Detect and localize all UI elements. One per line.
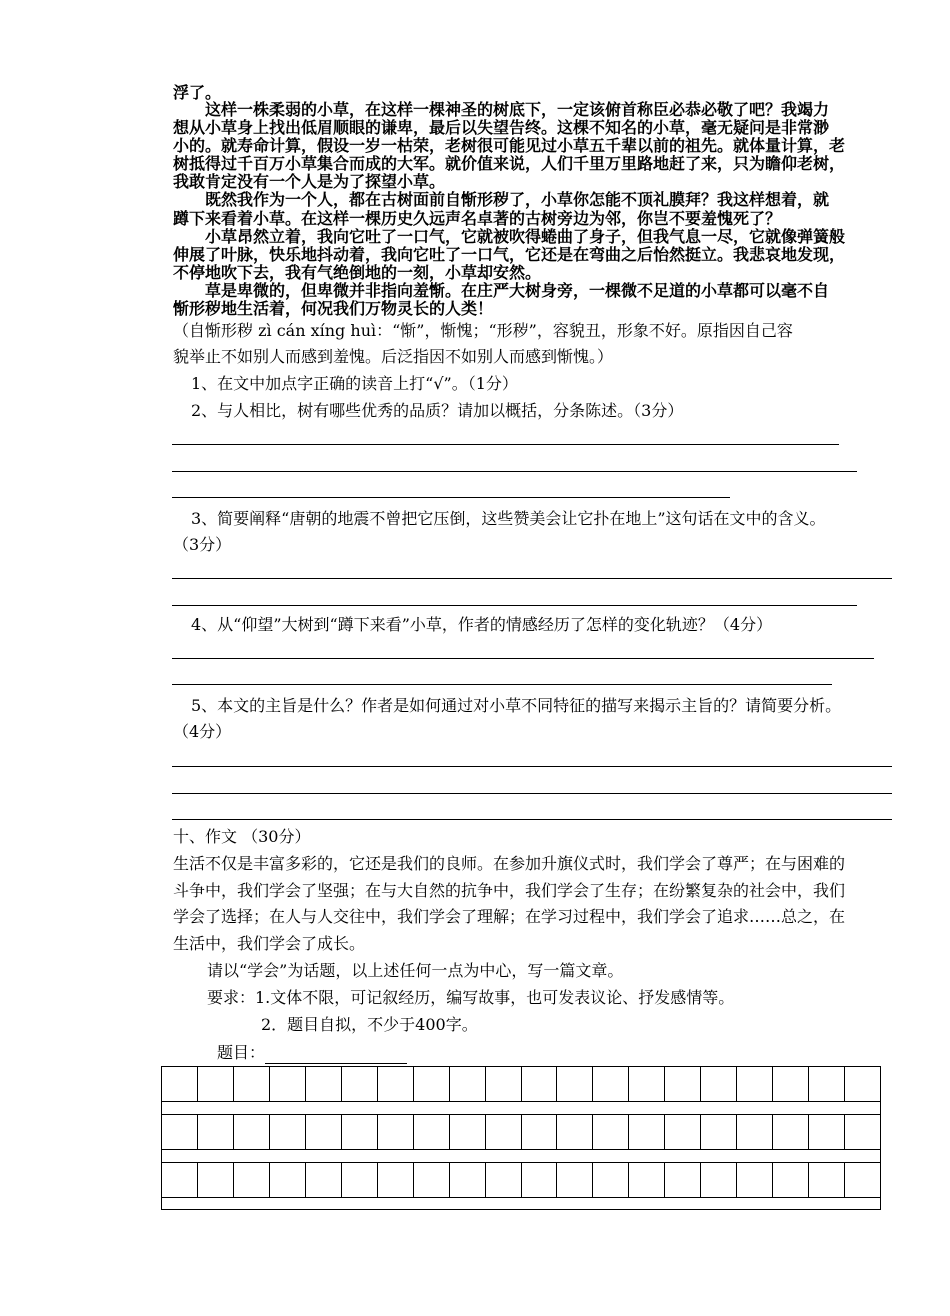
grid-cell[interactable] bbox=[378, 1067, 414, 1101]
grid-cell[interactable] bbox=[809, 1163, 845, 1197]
grid-cell[interactable] bbox=[234, 1067, 270, 1101]
grid-cell[interactable] bbox=[486, 1067, 522, 1101]
grid-cell[interactable] bbox=[450, 1067, 486, 1101]
composition-heading: 十、作文 （30分） bbox=[173, 827, 311, 846]
question-3: 3、简要阐释“唐朝的地震不曾把它压倒，这些赞美会让它扑在地上”这句话在文中的含义。 bbox=[191, 509, 826, 528]
grid-row[interactable] bbox=[161, 1162, 881, 1198]
grid-cell[interactable] bbox=[414, 1163, 450, 1197]
grid-cell[interactable] bbox=[773, 1115, 809, 1149]
question-2: 2、与人相比，树有哪些优秀的品质？请加以概括，分条陈述。（3分） bbox=[191, 401, 684, 420]
grid-gap bbox=[161, 1198, 881, 1210]
grid-cell[interactable] bbox=[773, 1163, 809, 1197]
grid-cell[interactable] bbox=[450, 1163, 486, 1197]
grid-cell[interactable] bbox=[593, 1163, 629, 1197]
grid-cell[interactable] bbox=[522, 1115, 558, 1149]
passage-line: 想从小草身上找出低眉顺眼的谦卑，最后以失望告终。这棵不知名的小草，毫无疑问是非常渺 bbox=[173, 118, 830, 137]
answer-line[interactable] bbox=[172, 497, 730, 498]
grid-cell[interactable] bbox=[306, 1115, 342, 1149]
question-1: 1、在文中加点字正确的读音上打“√”。（1分） bbox=[191, 374, 518, 393]
question-5-score: （4分） bbox=[173, 722, 232, 741]
grid-cell[interactable] bbox=[593, 1067, 629, 1101]
grid-cell[interactable] bbox=[198, 1163, 234, 1197]
passage-line: 草是卑微的，但卑微并非指向羞惭。在庄严大树身旁，一棵微不足道的小草都可以毫不自 bbox=[173, 281, 830, 300]
question-3-score: （3分） bbox=[173, 535, 232, 554]
answer-line[interactable] bbox=[172, 658, 874, 659]
grid-cell[interactable] bbox=[845, 1163, 880, 1197]
grid-row[interactable] bbox=[161, 1114, 881, 1150]
grid-cell[interactable] bbox=[486, 1115, 522, 1149]
grid-cell[interactable] bbox=[701, 1115, 737, 1149]
passage-line: 蹲下来看着小草。在这样一棵历史久远声名卓著的古树旁边为邻，你岂不要羞愧死了？ bbox=[173, 209, 782, 228]
grid-cell[interactable] bbox=[414, 1067, 450, 1101]
grid-cell[interactable] bbox=[737, 1115, 773, 1149]
grid-cell[interactable] bbox=[522, 1163, 558, 1197]
grid-gap bbox=[161, 1150, 881, 1162]
passage-line: 树抵得过千百万小草集合而成的大军。就价值来说，人们千里万里路地赶了来，只为瞻仰老树， bbox=[173, 154, 846, 173]
grid-cell[interactable] bbox=[378, 1115, 414, 1149]
prompt-line: 生活中，我们学会了成长。 bbox=[173, 934, 366, 953]
grid-cell[interactable] bbox=[629, 1067, 665, 1101]
question-4: 4、从“仰望”大树到“蹲下来看”小草，作者的情感经历了怎样的变化轨迹？（4分） bbox=[191, 615, 773, 634]
passage-line: 我敢肯定没有一个人是为了探望小草。 bbox=[173, 172, 446, 191]
passage-line: 不停地吹下去，我有气绝倒地的一刻，小草却安然。 bbox=[173, 263, 542, 282]
grid-cell[interactable] bbox=[629, 1115, 665, 1149]
grid-cell[interactable] bbox=[665, 1115, 701, 1149]
grid-cell[interactable] bbox=[845, 1067, 880, 1101]
grid-cell[interactable] bbox=[557, 1067, 593, 1101]
grid-cell[interactable] bbox=[198, 1115, 234, 1149]
annotation-note: 貌举止不如别人而感到羞愧。后泛指因不如别人而感到惭愧。） bbox=[173, 347, 614, 366]
grid-cell[interactable] bbox=[162, 1115, 198, 1149]
grid-cell[interactable] bbox=[701, 1067, 737, 1101]
grid-cell[interactable] bbox=[701, 1163, 737, 1197]
title-blank[interactable] bbox=[265, 1045, 407, 1064]
passage-line: 伸展了叶脉，快乐地抖动着，我向它吐了一口气，它还是在弯曲之后怡然挺立。我悲哀地发现， bbox=[173, 245, 846, 264]
grid-cell[interactable] bbox=[162, 1163, 198, 1197]
grid-cell[interactable] bbox=[450, 1115, 486, 1149]
grid-cell[interactable] bbox=[522, 1067, 558, 1101]
grid-cell[interactable] bbox=[198, 1067, 234, 1101]
grid-cell[interactable] bbox=[486, 1163, 522, 1197]
grid-cell[interactable] bbox=[162, 1067, 198, 1101]
requirement-1: 要求：1.文体不限，可记叙经历，编写故事，也可发表议论、抒发感情等。 bbox=[207, 988, 735, 1007]
title-field[interactable] bbox=[217, 1042, 407, 1064]
title-label: 题目： bbox=[217, 1043, 266, 1062]
grid-cell[interactable] bbox=[306, 1163, 342, 1197]
grid-cell[interactable] bbox=[342, 1115, 378, 1149]
answer-line[interactable] bbox=[172, 471, 857, 472]
grid-cell[interactable] bbox=[234, 1115, 270, 1149]
grid-cell[interactable] bbox=[809, 1115, 845, 1149]
grid-cell[interactable] bbox=[342, 1163, 378, 1197]
passage-line: 浮了。 bbox=[173, 83, 222, 102]
grid-cell[interactable] bbox=[737, 1163, 773, 1197]
grid-cell[interactable] bbox=[234, 1163, 270, 1197]
prompt-line: 斗争中，我们学会了坚强；在与大自然的抗争中，我们学会了生存；在纷繁复杂的社会中，我们 bbox=[173, 881, 846, 900]
prompt-line: 学会了选择；在人与人交往中，我们学会了理解；在学习过程中，我们学会了追求……总之，在 bbox=[173, 907, 846, 926]
answer-line[interactable] bbox=[172, 819, 892, 820]
grid-cell[interactable] bbox=[593, 1115, 629, 1149]
grid-cell[interactable] bbox=[557, 1163, 593, 1197]
grid-cell[interactable] bbox=[378, 1163, 414, 1197]
grid-cell[interactable] bbox=[665, 1163, 701, 1197]
requirement-2: 2．题目自拟，不少于400字。 bbox=[261, 1015, 478, 1034]
answer-line[interactable] bbox=[172, 605, 857, 606]
passage-line: 既然我作为一个人，都在古树面前自惭形秽了，小草你怎能不顶礼膜拜？我这样想着，就 bbox=[173, 190, 830, 209]
grid-cell[interactable] bbox=[342, 1067, 378, 1101]
grid-cell[interactable] bbox=[306, 1067, 342, 1101]
grid-cell[interactable] bbox=[737, 1067, 773, 1101]
grid-row[interactable] bbox=[161, 1066, 881, 1102]
answer-line[interactable] bbox=[172, 684, 832, 685]
prompt-line: 生活不仅是丰富多彩的，它还是我们的良师。在参加升旗仪式时，我们学会了尊严；在与困难的 bbox=[173, 854, 846, 873]
question-5: 5、本文的主旨是什么？作者是如何通过对小草不同特征的描写来揭示主旨的？请简要分析。 bbox=[191, 696, 842, 715]
composition-instruction: 请以“学会”为话题，以上述任何一点为中心，写一篇文章。 bbox=[207, 961, 624, 980]
answer-line[interactable] bbox=[172, 793, 892, 794]
grid-cell[interactable] bbox=[665, 1067, 701, 1101]
passage-line: 小的。就寿命计算，假设一岁一枯荣，老树很可能见过小草五千辈以前的祖先。就体量计算，老 bbox=[173, 136, 846, 155]
grid-cell[interactable] bbox=[629, 1163, 665, 1197]
passage-line: 小草昂然立着，我向它吐了一口气，它就被吹得蜷曲了身子，但我气息一尽，它就像弹簧般 bbox=[173, 227, 846, 246]
grid-cell[interactable] bbox=[270, 1163, 306, 1197]
composition-grid[interactable] bbox=[161, 1066, 881, 1212]
answer-line[interactable] bbox=[172, 444, 839, 445]
answer-line[interactable] bbox=[172, 578, 892, 579]
annotation-note: （自惭形秽 zì cán xíng huì：“惭”，惭愧；“形秽”，容貌丑，形象不好。原指因自己容 bbox=[173, 321, 793, 340]
grid-cell[interactable] bbox=[809, 1067, 845, 1101]
grid-cell[interactable] bbox=[557, 1115, 593, 1149]
grid-gap bbox=[161, 1102, 881, 1114]
grid-cell[interactable] bbox=[270, 1115, 306, 1149]
grid-cell[interactable] bbox=[773, 1067, 809, 1101]
answer-line[interactable] bbox=[172, 766, 892, 767]
grid-cell[interactable] bbox=[845, 1115, 880, 1149]
grid-cell[interactable] bbox=[414, 1115, 450, 1149]
passage-line: 惭形秽地生活着，何况我们万物灵长的人类！ bbox=[173, 299, 494, 318]
passage-line: 这样一株柔弱的小草，在这样一棵神圣的树底下，一定该俯首称臣必恭必敬了吧？我竭力 bbox=[173, 100, 830, 119]
grid-cell[interactable] bbox=[270, 1067, 306, 1101]
